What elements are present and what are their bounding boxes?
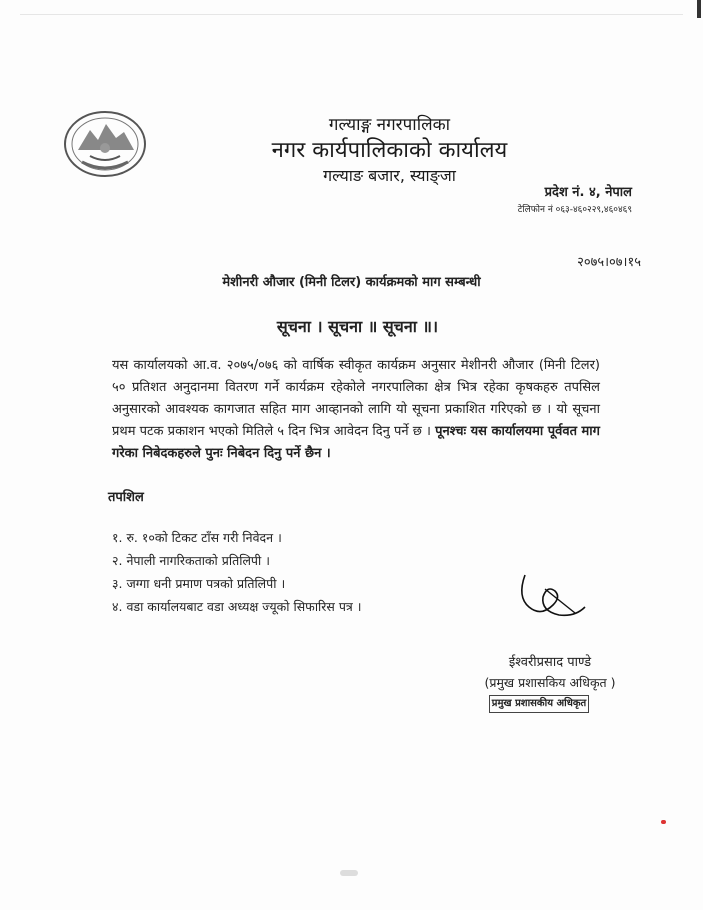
- letter-date: २०७५।०७।१५: [577, 255, 641, 270]
- office-name: नगर कार्यपालिकाको कार्यालय: [271, 138, 508, 163]
- top-border-line: [20, 14, 683, 15]
- list-item: २. नेपाली नागरिकताको प्रतिलिपी ।: [112, 553, 270, 568]
- handwritten-signature: [515, 567, 595, 627]
- province-address: प्रदेश नं. ४, नेपाल: [544, 185, 632, 200]
- letter-subject: मेशीनरी औजार (मिनी टिलर) कार्यक्रमको माग सम्बन्धी: [222, 275, 481, 290]
- body-text: यस कार्यालयको आ.व. २०७५/०७६ को वार्षिक स्वीकृत कार्यक्रम अनुसार मेशीनरी औजार (मिनी टिलर) ५० प्रतिशत अनुदानमा वितरण गर्ने कार्यक्रम रहेकोले नगरपालिका क्षेत्र भित्र रहेका कृषकहरु तपसिल अनुसारको आवश्यक कागजात सहित माग आव्हानको लागि यो सूचना प्रकाशित गरिएको छ । यो सूचना प्रथम पटक प्रकाशन भएको मितिले ५ दिन भित्र आवेदन दिनु पर्ने छ ।: [112, 358, 600, 439]
- list-item: १. रु. १०को टिकट टाँस गरी निवेदन ।: [112, 530, 282, 545]
- signatory-name: ईश्वरीप्रसाद पाण्डे: [508, 655, 592, 670]
- office-location: गल्याङ बजार, स्याङ्जा: [323, 166, 456, 185]
- requirements-list: [112, 526, 362, 618]
- notice-body: [112, 355, 600, 465]
- body-bold-text: पूनश्चः यस कार्यालयमा पूर्ववत माग गरेका निबेदकहरुले पुनः निबेदन दिनु पर्ने छैन ।: [112, 424, 600, 461]
- notice-title: सूचना । सूचना ॥ सूचना ॥।: [276, 317, 439, 336]
- list-item: ४. वडा कार्यालयबाट वडा अध्यक्ष ज्यूको सिफारिस पत्र ।: [112, 599, 362, 614]
- red-ink-dot: [661, 820, 666, 824]
- signatory-title: (प्रमुख प्रशासकिय अधिकृत ): [484, 675, 616, 690]
- scan-smudge: [340, 870, 358, 876]
- designation-stamp: प्रमुख प्रशासकीय अधिकृत: [489, 695, 589, 713]
- tapsil-heading: तपशिल: [108, 490, 144, 505]
- list-item: ३. जग्गा धनी प्रमाण पत्रको प्रतिलिपी ।: [112, 576, 286, 591]
- municipality-name: गल्याङ्ग नगरपालिका: [328, 115, 451, 135]
- scan-edge-mark: [697, 0, 701, 18]
- phone-number: टेलिफोन नं ०६३-४६०२२९,४६०४६९: [517, 205, 632, 215]
